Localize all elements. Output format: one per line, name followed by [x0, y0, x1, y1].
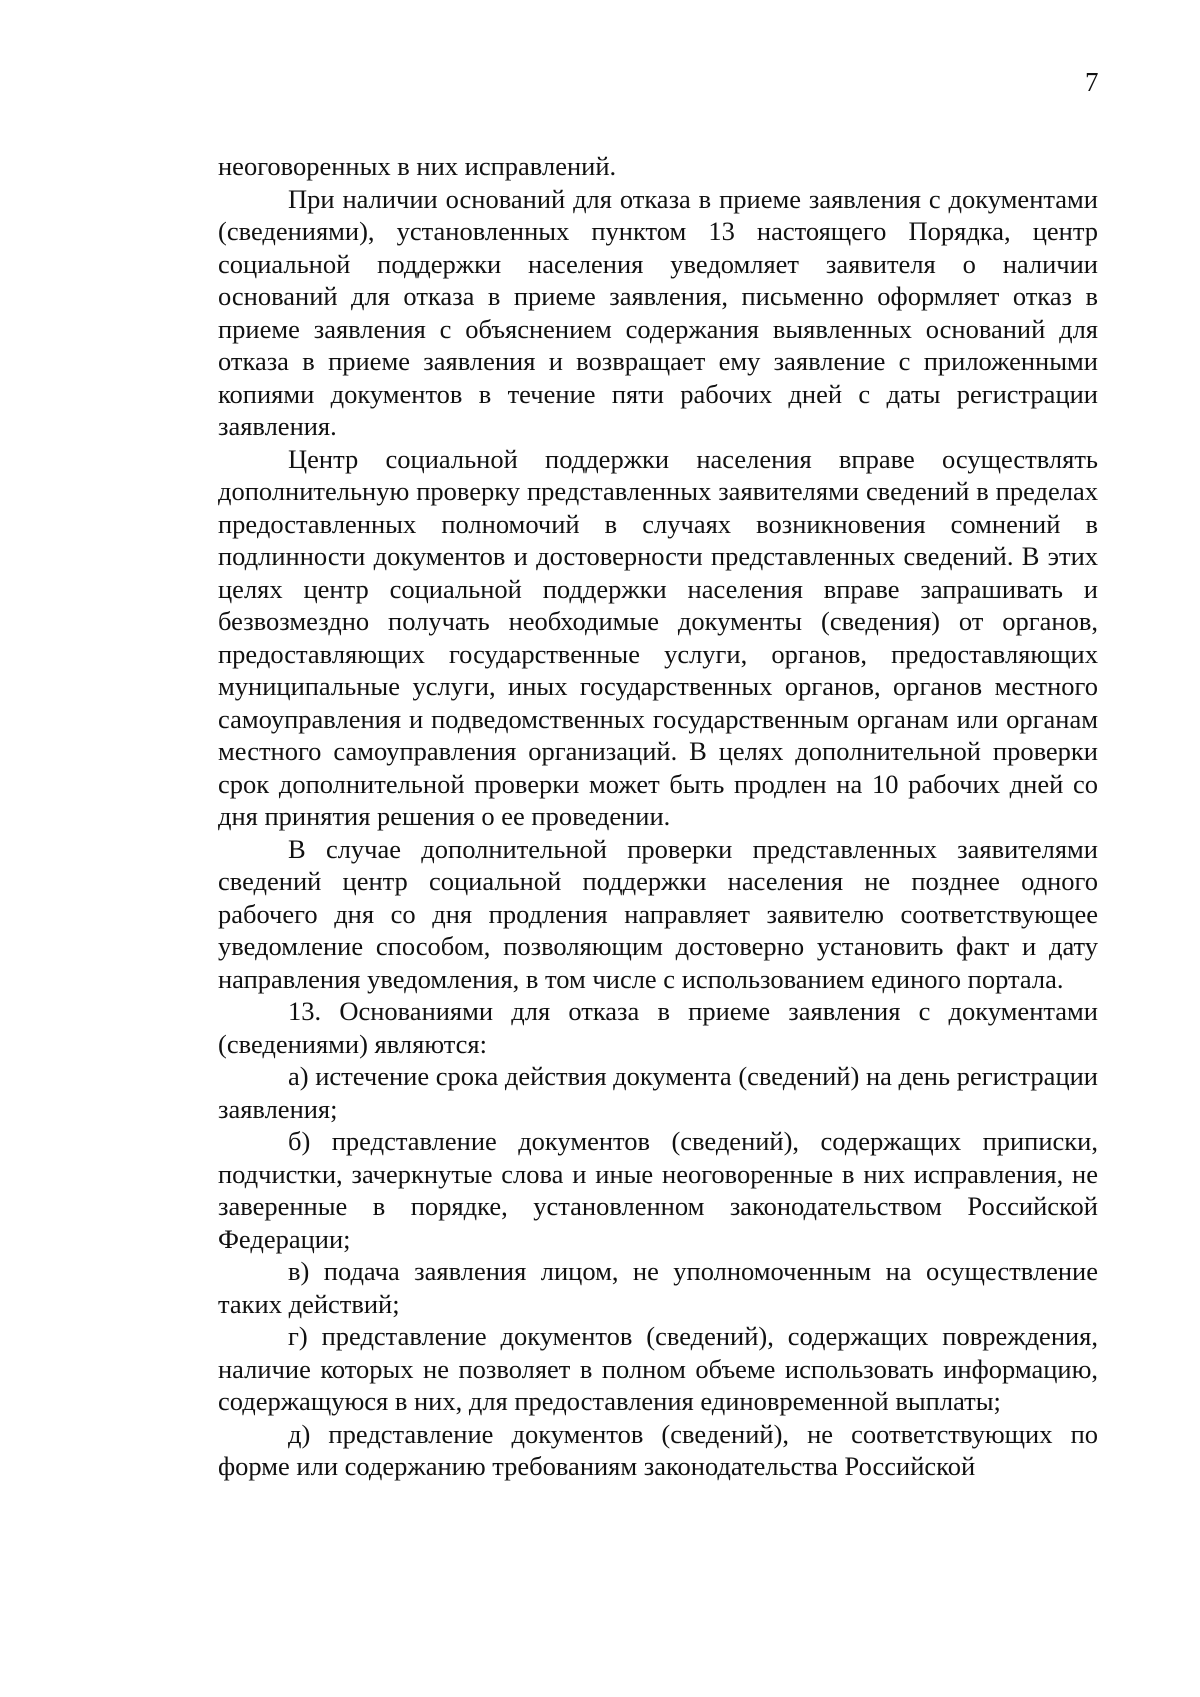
list-item-v: в) подача заявления лицом, не уполномоченным на осуществление таких действий; — [218, 1256, 1098, 1319]
document-body — [218, 150, 1098, 1483]
paragraph-check-notification: В случае дополнительной проверки представленных заявителями сведений центр социальной поддержки населения не позднее одного рабочего дня со дня продления направляет заявителю соответствующее уведомление способом, позволяющим достоверно установить факт и дату направления уведомления, в том числе с использованием единого портала. — [218, 833, 1098, 994]
page-number: 7 — [1085, 67, 1099, 97]
paragraph-refusal-notice: При наличии оснований для отказа в приеме заявления с документами (сведениями), установленных пунктом 13 настоящего Порядка, центр социальной поддержки населения уведомляет заявителя о наличии оснований для отказа в приеме заявления, письменно оформляет отказ в приеме заявления с объяснением содержания выявленных оснований для отказа в приеме заявления и возвращает ему заявление с приложенными копиями документов в течение пяти рабочих дней с даты регистрации заявления. — [218, 183, 1098, 441]
paragraph-item-13-heading: 13. Основаниями для отказа в приеме заявления с документами (сведениями) являются: — [218, 996, 1098, 1059]
paragraph-continuation: неоговоренных в них исправлений. — [218, 151, 617, 181]
list-item-g: г) представление документов (сведений), содержащих повреждения, наличие которых не позволяет в полном объеме использовать информацию, содержащуюся в них, для предоставления единовременной выплаты; — [218, 1321, 1098, 1416]
list-item-a: а) истечение срока действия документа (сведений) на день регистрации заявления; — [218, 1061, 1098, 1124]
list-item-b: б) представление документов (сведений), содержащих приписки, подчистки, зачеркнутые слова и иные неоговоренные в них исправления, не заверенные в порядке, установленном законодательством Российской Федерации; — [218, 1126, 1098, 1254]
list-item-d: д) представление документов (сведений), не соответствующих по форме или содержанию требованиям законодательства Российской — [218, 1418, 1098, 1481]
paragraph-additional-check: Центр социальной поддержки населения вправе осуществлять дополнительную проверку представленных заявителями сведений в пределах предоставленных полномочий в случаях возникновения сомнений в подлинности документов и достоверности представленных сведений. В этих целях центр социальной поддержки населения вправе запрашивать и безвозмездно получать необходимые документы (сведения) от органов, предоставляющих государственные услуги, органов, предоставляющих муниципальные услуги, иных государственных органов, органов местного самоуправления и подведомственных государственным органам или органам местного самоуправления организаций. В целях дополнительной проверки срок дополнительной проверки может быть продлен на 10 рабочих дней со дня принятия решения о ее проведении. — [218, 443, 1098, 831]
